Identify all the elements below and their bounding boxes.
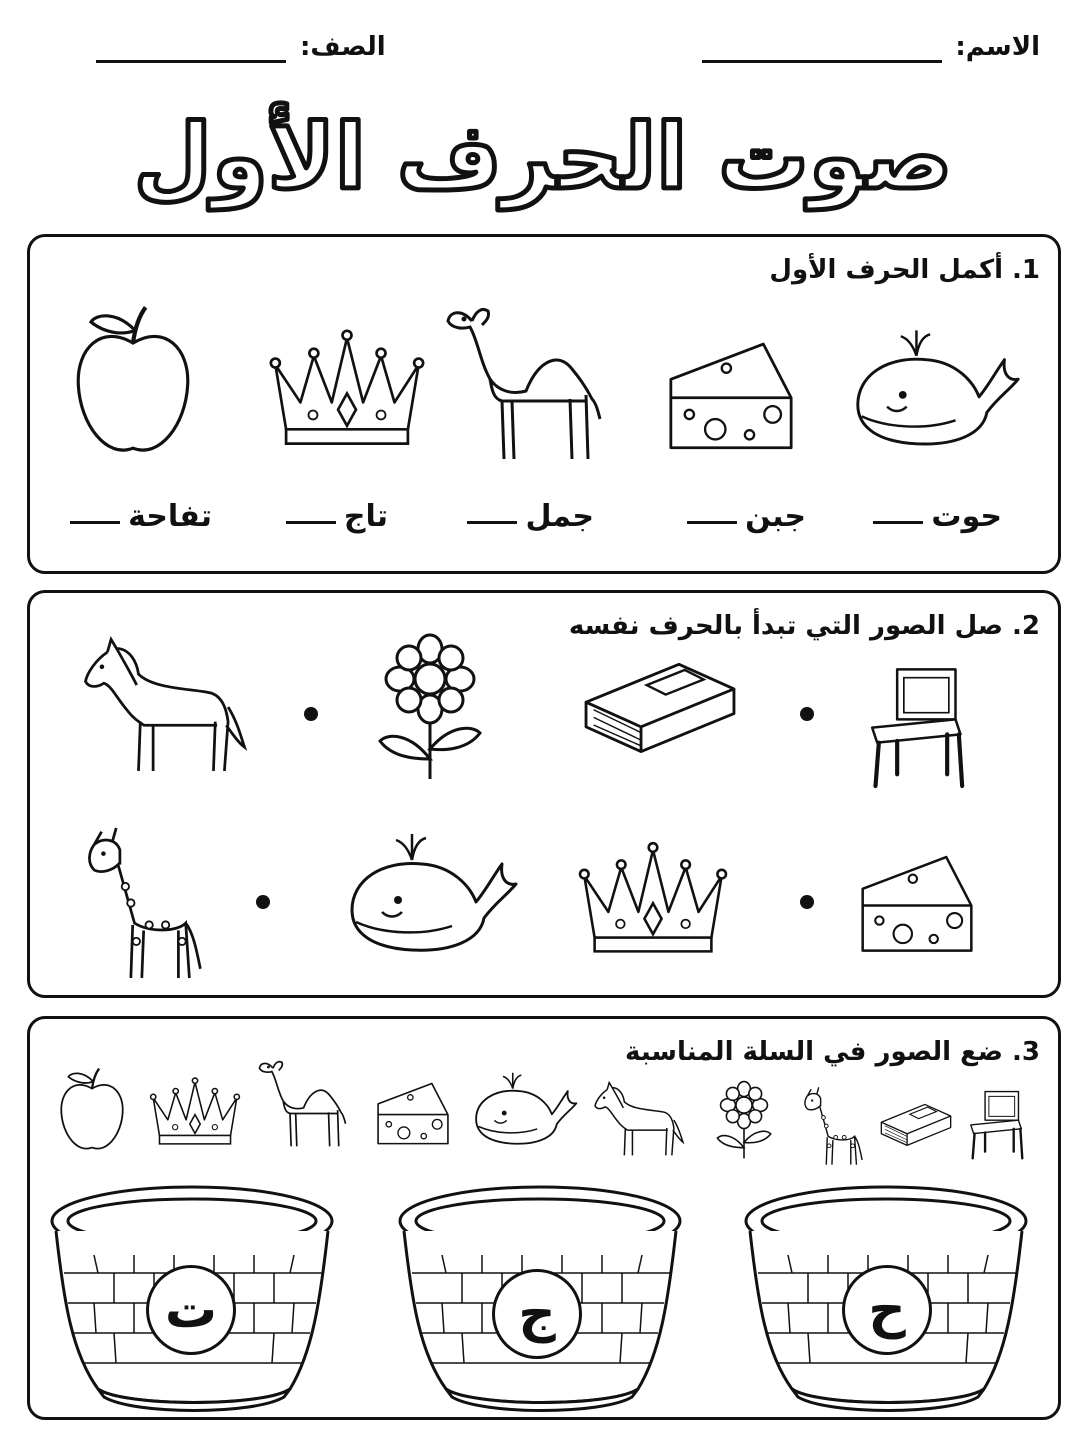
letter-blank[interactable] [467, 521, 517, 524]
horse-icon[interactable] [80, 621, 250, 793]
apple-icon [68, 301, 198, 465]
section2-instruction: 2. صل الصور التي تبدأ بالحرف نفسه [568, 611, 1040, 641]
section3-instruction: 3. ضع الصور في السلة المناسبة [625, 1037, 1040, 1067]
page-title-text: صوت الحرف الأول [133, 105, 953, 210]
letter-blank[interactable] [873, 521, 923, 524]
chair-icon[interactable] [860, 661, 976, 791]
book-icon[interactable] [876, 1097, 956, 1151]
name-label: الاسم: [955, 32, 1040, 62]
match-dot[interactable] [256, 895, 270, 909]
class-label: الصف: [300, 32, 386, 62]
crown-icon[interactable] [574, 841, 732, 957]
letter-blank[interactable] [687, 521, 737, 524]
class-field[interactable] [96, 60, 286, 63]
whale-icon[interactable] [342, 825, 522, 965]
letter-blank[interactable] [70, 521, 120, 524]
word-item [467, 499, 594, 534]
whale-icon [848, 317, 1024, 463]
word-text: جمل [525, 499, 594, 534]
giraffe-icon[interactable] [76, 819, 204, 987]
chair-icon[interactable] [966, 1083, 1028, 1165]
basket-letter: ج [492, 1269, 582, 1359]
cheese-icon [658, 333, 804, 457]
worksheet-header [0, 22, 1086, 72]
camel-icon[interactable] [256, 1049, 358, 1153]
giraffe-icon[interactable] [798, 1081, 864, 1171]
section-complete-first-letter [27, 234, 1061, 574]
section-match-pictures [27, 590, 1061, 998]
camel-icon [442, 291, 622, 467]
word-item [873, 499, 1002, 534]
section1-instruction: 1. أكمل الحرف الأول [769, 255, 1040, 285]
crown-icon[interactable] [146, 1077, 244, 1147]
word-item [286, 499, 388, 534]
flower-icon[interactable] [370, 629, 490, 785]
match-dot[interactable] [800, 895, 814, 909]
cheese-icon[interactable] [372, 1077, 454, 1149]
crown-icon [262, 329, 432, 449]
apple-icon[interactable] [50, 1065, 134, 1157]
word-text: تفاحة [128, 499, 212, 534]
horse-icon[interactable] [592, 1071, 686, 1169]
page-title [0, 96, 1086, 216]
book-icon[interactable] [574, 651, 746, 761]
cheese-icon[interactable] [850, 847, 984, 959]
whale-icon[interactable] [470, 1067, 580, 1153]
word-text: جبن [745, 499, 806, 534]
word-item [70, 499, 212, 534]
match-dot[interactable] [800, 707, 814, 721]
basket-letter: ت [146, 1265, 236, 1355]
section-sort-into-baskets [27, 1016, 1061, 1420]
word-item [687, 499, 806, 534]
basket-letter: ح [842, 1265, 932, 1355]
word-text: حوت [931, 499, 1002, 534]
match-dot[interactable] [304, 707, 318, 721]
flower-icon[interactable] [712, 1075, 776, 1165]
letter-blank[interactable] [286, 521, 336, 524]
name-field[interactable] [702, 60, 942, 63]
word-text: تاج [343, 499, 388, 534]
